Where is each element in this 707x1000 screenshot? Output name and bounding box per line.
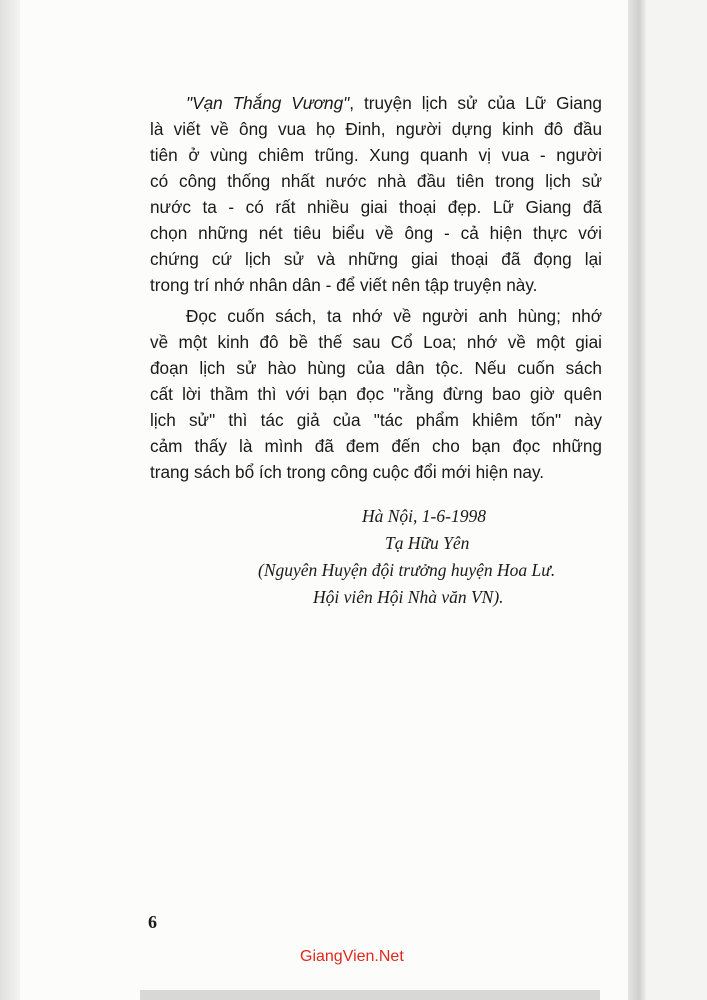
paragraph2-line: lịch sử" thì tác giả của "tác phẩm khiêm tốn" này <box>150 410 602 430</box>
watermark: GiangVien.Net <box>300 948 404 965</box>
paragraph2-line: cảm thấy là mình đã đem đến cho bạn đọc những <box>150 436 602 456</box>
page-bottom-shadow <box>140 990 600 1000</box>
page-number: 6 <box>148 912 157 932</box>
paragraph1-line <box>186 92 602 114</box>
paragraph1-line: chọn những nét tiêu biểu về ông - cả hiện thực với <box>150 223 602 243</box>
paragraph1-line: có công thống nhất nước nhà đầu tiên trong lịch sử <box>150 171 602 191</box>
paragraph2-line: cất lời thầm thì với bạn đọc "rằng đừng bao giờ quên <box>150 384 602 404</box>
paragraph1-line: tiên ở vùng chiêm trũng. Xung quanh vị vua - người <box>150 145 602 165</box>
book-title: "Vạn Thắng Vương" <box>186 93 350 113</box>
paragraph1-line: chứng cứ lịch sử và những giai thoại đã đọng lại <box>150 249 602 269</box>
page-edge-right <box>628 0 646 1000</box>
signature-role-line2: Hội viên Hội Nhà văn VN). <box>313 587 504 607</box>
text: , truyện lịch sử của Lữ Giang <box>349 93 602 113</box>
signature-role-line1: (Nguyên Huyện đội trưởng huyện Hoa Lư. <box>258 560 556 580</box>
paragraph2-line: Đọc cuốn sách, ta nhớ về người anh hùng; nhớ <box>186 306 602 326</box>
paragraph2-line: đoạn lịch sử hào hùng của dân tộc. Nếu cuốn sách <box>150 358 602 378</box>
paragraph2-line: trang sách bổ ích trong công cuộc đổi mới hiện nay. <box>150 462 545 482</box>
paragraph2-line: về một kinh đô bề thế sau Cổ Loa; nhớ về một giai <box>150 332 602 352</box>
page-edge-left <box>0 0 22 1000</box>
paragraph1-line: là viết về ông vua họ Đinh, người dựng kinh đô đầu <box>150 119 602 139</box>
paragraph1-line: nước ta - có rất nhiều giai thoại đẹp. Lữ Giang đã <box>150 197 602 217</box>
signature-place-date: Hà Nội, 1-6-1998 <box>362 506 486 526</box>
signature-author: Tạ Hữu Yên <box>385 533 470 553</box>
paragraph1-line: trong trí nhớ nhân dân - để viết nên tập truyện này. <box>150 275 538 295</box>
